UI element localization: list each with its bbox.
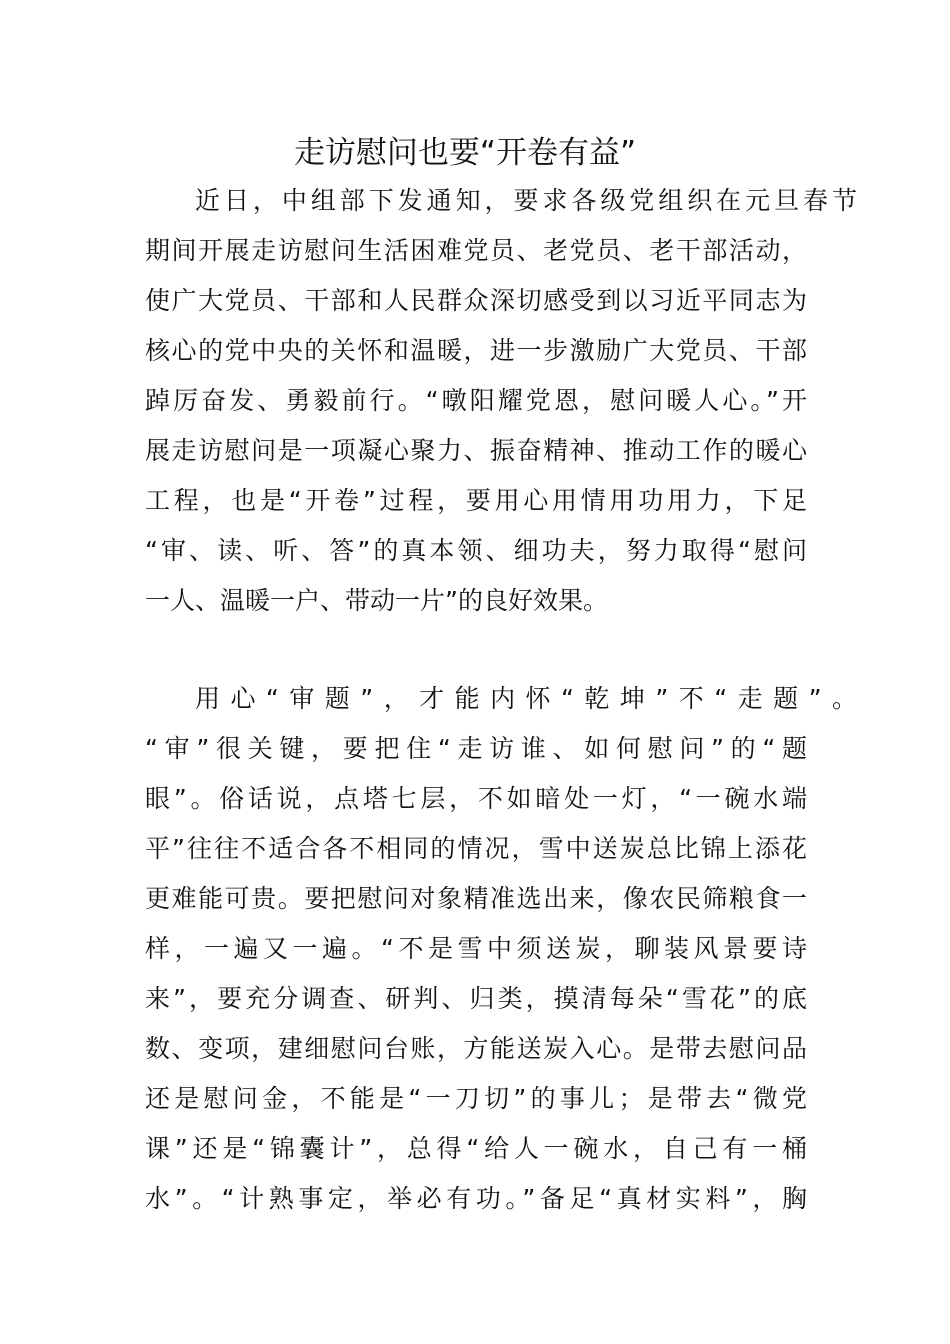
- paragraph-2-line-4: 平”往往不适合各不相同的情况，雪中送炭总比锦上添花: [145, 834, 807, 863]
- paragraph-1-line-7: 工程，也是“开卷”过程，要用心用情用功用力，下足: [145, 486, 807, 515]
- paragraph-1-line-9: 一人、温暖一户、带动一片”的良好效果。: [145, 586, 608, 615]
- paragraph-2-line-9: 还是慰问金，不能是“一刀切”的事儿；是带去“微党: [145, 1084, 807, 1113]
- paragraph-2-line-7: 来”，要充分调查、研判、归类，摸清每朵“雪花”的底: [145, 984, 807, 1013]
- paragraph-1-line-1: 近日，中组部下发通知，要求各级党组织在元旦春节: [195, 186, 857, 215]
- paragraph-2-line-1: 用心“审题”，才能内怀“乾坤”不“走题”。: [195, 684, 857, 713]
- paragraph-2-line-10: 课”还是“锦囊计”，总得“给人一碗水，自己有一桶: [145, 1134, 807, 1163]
- paragraph-1-line-6: 展走访慰问是一项凝心聚力、振奋精神、推动工作的暖心: [145, 436, 807, 465]
- paragraph-1-line-8: “审、读、听、答”的真本领、细功夫，努力取得“慰问: [145, 536, 807, 565]
- paragraph-2-line-8: 数、变项，建细慰问台账，方能送炭入心。是带去慰问品: [145, 1034, 807, 1063]
- paragraph-2-line-6: 样，一遍又一遍。“不是雪中须送炭，聊装风景要诗: [145, 934, 807, 963]
- paragraph-1-line-2: 期间开展走访慰问生活困难党员、老党员、老干部活动，: [145, 236, 807, 265]
- paragraph-2-line-11: 水”。“计熟事定，举必有功。”备足“真材实料”，胸: [145, 1184, 807, 1213]
- paragraph-2-line-2: “审”很关键，要把住“走访谁、如何慰问”的“题: [145, 734, 807, 763]
- paragraph-1-line-3: 使广大党员、干部和人民群众深切感受到以习近平同志为: [145, 286, 807, 315]
- paragraph-2-line-3: 眼”。俗话说，点塔七层，不如暗处一灯，“一碗水端: [145, 784, 807, 813]
- paragraph-1-line-4: 核心的党中央的关怀和温暖，进一步激励广大党员、干部: [145, 336, 807, 365]
- paragraph-1-line-5: 踔厉奋发、勇毅前行。“暾阳耀党恩，慰问暖人心。”开: [145, 386, 807, 415]
- document-title: 走访慰问也要“开卷有益”: [293, 135, 637, 171]
- paragraph-2-line-5: 更难能可贵。要把慰问对象精准选出来，像农民筛粮食一: [145, 884, 807, 913]
